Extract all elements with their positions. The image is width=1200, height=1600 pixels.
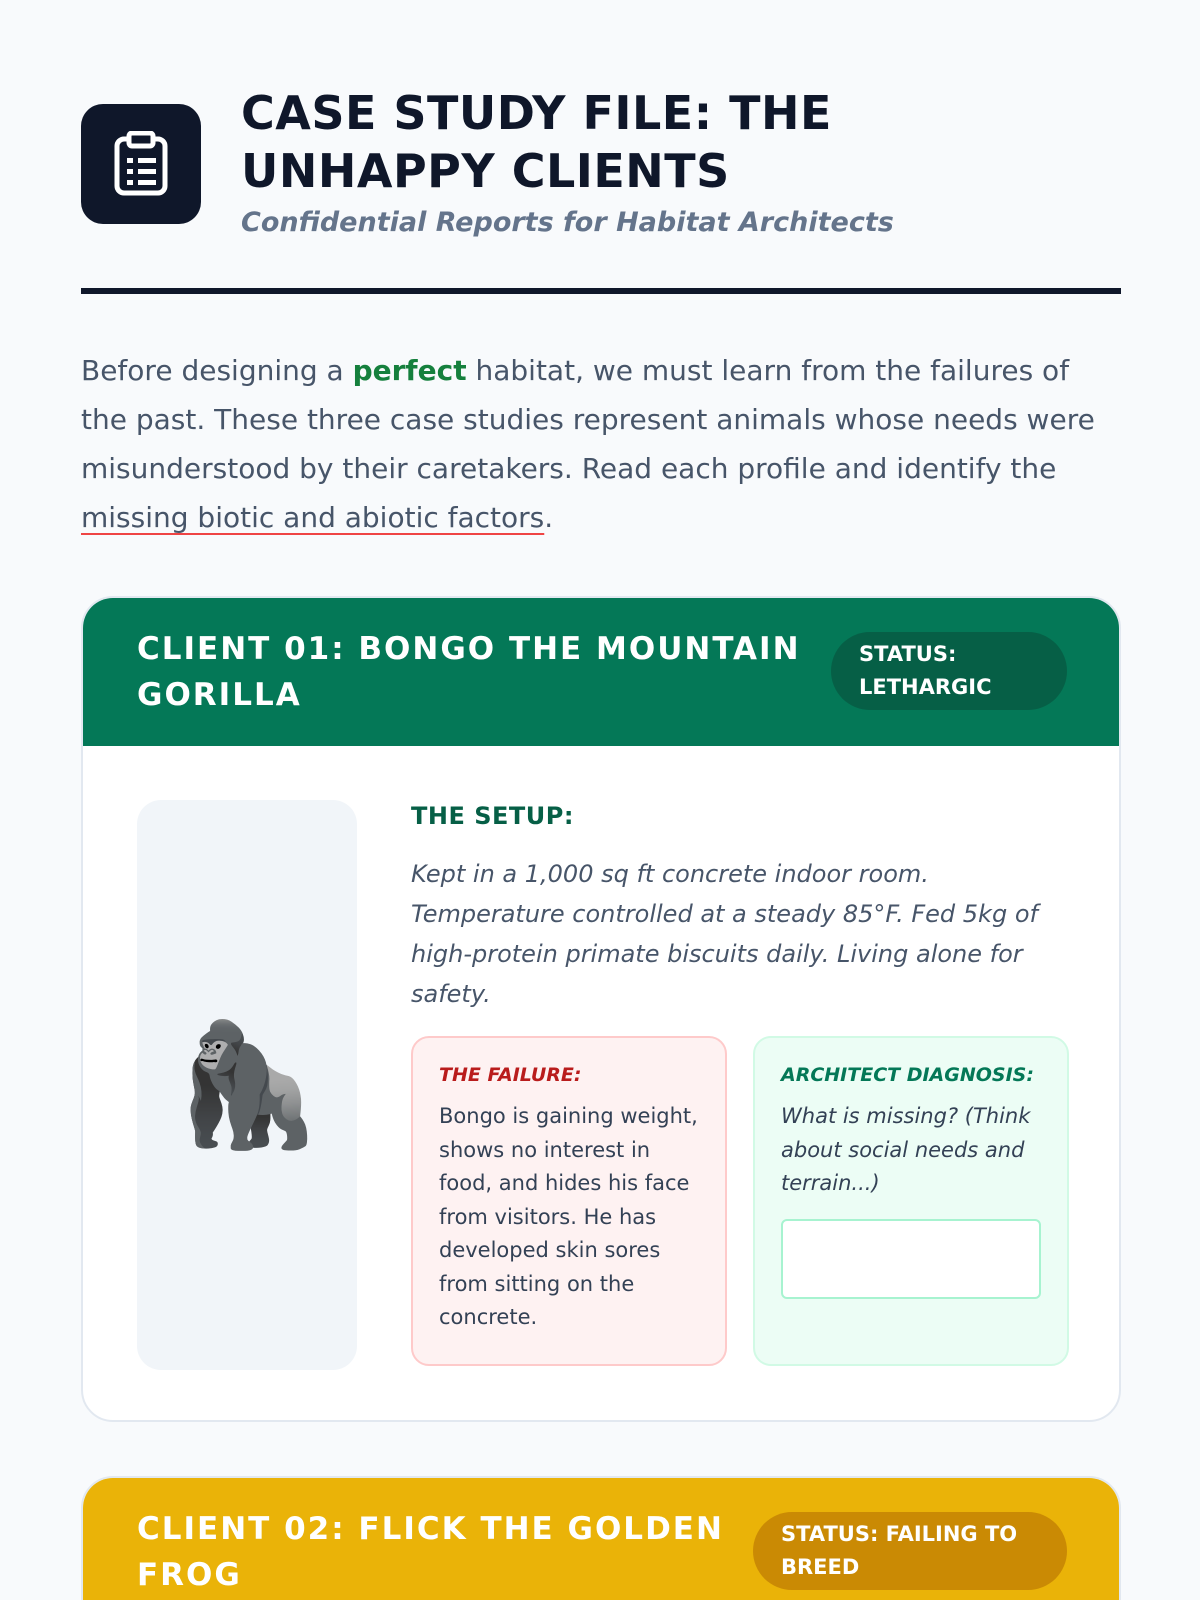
client-card-header (83, 598, 1119, 746)
client-card-body (83, 746, 1119, 1422)
client-title: CLIENT 01: BONGO THE MOUNTAIN GORILLA (137, 631, 801, 713)
setup-text: Kept in a 1,000 sq ft concrete indoor room. Temperature controlled at a steady 85°F. Fed 5kg of high-protein primate biscuits daily. Living alone for safety. (411, 860, 1038, 1008)
failure-label: THE FAILURE: (439, 1064, 582, 1086)
page-subtitle: Confidential Reports for Habitat Architects (241, 207, 894, 238)
diagnosis-box (753, 1036, 1069, 1366)
gorilla-icon: 🦍 (172, 1018, 322, 1152)
diagnosis-prompt: What is missing? (Think about social needs and terrain...) (781, 1104, 1031, 1195)
header-text (241, 84, 1041, 240)
intro-text-2: habitat, we must learn from the failures of the past. These three case studies represent animals whose needs were misunderstood by their caretakers. Read each profile and identify the (81, 354, 1095, 485)
intro-underlined: missing biotic and abiotic factors (81, 501, 545, 534)
setup-label: THE SETUP: (411, 802, 574, 830)
diagnosis-label: ARCHITECT DIAGNOSIS: (781, 1064, 1034, 1086)
animal-image-box (137, 800, 357, 1370)
client-card-1 (81, 596, 1121, 1422)
intro-highlight: perfect (352, 354, 467, 387)
page-header (81, 86, 1121, 294)
page-title: CASE STUDY FILE: THE UNHAPPY CLIENTS (241, 86, 832, 198)
intro-paragraph (81, 346, 1121, 542)
header-divider (81, 288, 1121, 294)
client-title: CLIENT 02: FLICK THE GOLDEN FROG (137, 1511, 724, 1593)
client-card-2 (81, 1476, 1121, 1600)
diagnosis-input[interactable] (781, 1219, 1041, 1299)
clipboard-icon (81, 104, 201, 224)
status-badge: STATUS: FAILING TO BREED (753, 1512, 1067, 1590)
status-badge: STATUS: LETHARGIC (831, 632, 1067, 710)
failure-box (411, 1036, 727, 1366)
client-card-header (83, 1478, 1119, 1600)
intro-text-1: Before designing a (81, 354, 353, 387)
failure-text: Bongo is gaining weight, shows no interest in food, and hides his face from visitors. He has developed skin sores from sitting on the concrete. (439, 1104, 698, 1329)
intro-text-3: . (544, 501, 554, 534)
